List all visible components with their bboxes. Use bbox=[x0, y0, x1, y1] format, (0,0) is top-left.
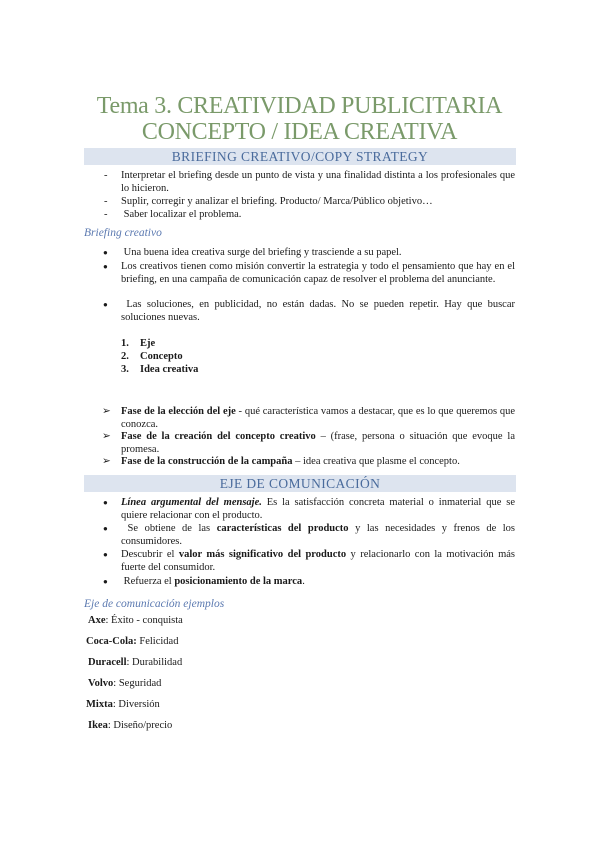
phase-description: - qué característica vamos a destacar, que es lo que queremos que conozca. bbox=[121, 406, 515, 430]
phase-title: Fase de la elección del eje bbox=[121, 406, 236, 417]
example-brand: Ikea bbox=[88, 720, 108, 731]
example-value: Diseño/precio bbox=[110, 720, 173, 731]
example-row: Axe: Éxito - conquista bbox=[88, 615, 183, 626]
example-brand: Coca-Cola: bbox=[86, 636, 137, 647]
example-brand: Mixta bbox=[86, 699, 113, 710]
page-title-line-2: CONCEPTO / IDEA CREATIVA bbox=[141, 119, 458, 145]
arrow-marker: ➢ bbox=[102, 456, 111, 467]
numbered-label-idea-creativa: Idea creativa bbox=[140, 364, 199, 375]
example-value: Diversión bbox=[115, 699, 160, 710]
bullet-marker: ● bbox=[103, 550, 108, 559]
dash-marker: - bbox=[104, 196, 108, 207]
phase-item bbox=[121, 431, 515, 456]
example-row: Ikea: Diseño/precio bbox=[88, 720, 173, 731]
example-brand: Volvo bbox=[88, 678, 114, 689]
dash-item: Suplir, corregir y analizar el briefing. Producto/ Marca/Público objetivo… bbox=[121, 196, 433, 207]
example-value: Éxito - conquista bbox=[108, 615, 183, 626]
subheading-briefing-creativo: Briefing creativo bbox=[84, 227, 162, 239]
numbered-number: 2. bbox=[121, 351, 129, 362]
dash-item: Saber localizar el problema. bbox=[121, 209, 242, 220]
example-value: Durabilidad bbox=[129, 657, 183, 668]
bullet-marker: ● bbox=[103, 262, 108, 271]
phase-description: – (frase, persona o situación que evoque la promesa. bbox=[121, 431, 515, 455]
arrow-marker: ➢ bbox=[102, 406, 111, 417]
bullet-item: Las soluciones, en publicidad, no están dadas. No se pueden repetir. Hay que buscar soluciones nuevas. bbox=[121, 299, 518, 323]
section-heading-briefing: BRIEFING CREATIVO/COPY STRATEGY bbox=[84, 148, 516, 165]
bullet-marker: ● bbox=[103, 498, 108, 507]
example-brand: Axe bbox=[88, 615, 106, 626]
numbered-number: 1. bbox=[121, 338, 129, 349]
phase-item bbox=[121, 406, 515, 431]
example-brand: Duracell bbox=[88, 657, 127, 668]
example-value: Felicidad bbox=[136, 636, 179, 647]
page-title-line-1: Tema 3. CREATIVIDAD PUBLICITARIA bbox=[96, 93, 503, 119]
bullet-item: Refuerza el posicionamiento de la marca. bbox=[121, 576, 305, 587]
bullet-item: Una buena idea creativa surge del briefing y trasciende a su papel. bbox=[121, 247, 402, 258]
bullet-marker: ● bbox=[103, 248, 108, 257]
bold-phrase: valor más significativo del producto bbox=[178, 549, 347, 560]
section-heading-eje: EJE DE COMUNICACIÓN bbox=[84, 475, 516, 492]
bullet-item: Se obtiene de las características del producto y las necesidades y frenos de los consumidores. bbox=[121, 523, 518, 547]
arrow-marker: ➢ bbox=[102, 431, 111, 442]
example-row bbox=[86, 636, 178, 649]
bullet-marker: ● bbox=[103, 524, 108, 533]
numbered-number: 3. bbox=[121, 364, 129, 375]
dash-item: Interpretar el briefing desde un punto de vista y una finalidad distinta a los profesionales que lo hicieron. bbox=[121, 170, 515, 194]
bold-phrase: posicionamiento de la marca bbox=[174, 576, 303, 587]
subheading-eje-ejemplos: Eje de comunicación ejemplos bbox=[84, 598, 225, 610]
bold-phrase: Línea argumental del mensaje. bbox=[121, 497, 262, 508]
bullet-item: Línea argumental del mensaje. Es la satisfacción concreta material o inmaterial que se quiere relacionar con el producto. bbox=[121, 497, 515, 521]
phase-title: Fase de la creación del concepto creativo bbox=[121, 431, 316, 442]
phase-description: – idea creativa que plasme el concepto. bbox=[292, 456, 460, 467]
phase-title: Fase de la construcción de la campaña bbox=[121, 456, 293, 467]
numbered-label-eje: Eje bbox=[140, 338, 156, 349]
example-row: Duracell: Durabilidad bbox=[88, 657, 183, 668]
dash-marker: - bbox=[104, 170, 108, 181]
dash-marker: - bbox=[104, 209, 108, 220]
example-row: Volvo: Seguridad bbox=[88, 678, 162, 689]
example-row: Mixta: Diversión bbox=[86, 699, 160, 710]
numbered-label-concepto: Concepto bbox=[140, 351, 183, 362]
bullet-item: Descubrir el valor más significativo del producto y relacionarlo con la motivación más fuerte del consumidor. bbox=[121, 549, 515, 573]
example-value: Seguridad bbox=[116, 678, 162, 689]
bold-phrase: características del producto bbox=[216, 523, 349, 534]
bullet-item: Los creativos tienen como misión convertir la estrategia y todo el pensamiento que hay en el briefing, en una campaña de comunicación capaz de resolver el problema del anunciante. bbox=[121, 261, 515, 285]
bullet-marker: ● bbox=[103, 577, 108, 586]
bullet-marker: ● bbox=[103, 300, 108, 309]
phase-item bbox=[121, 456, 515, 469]
